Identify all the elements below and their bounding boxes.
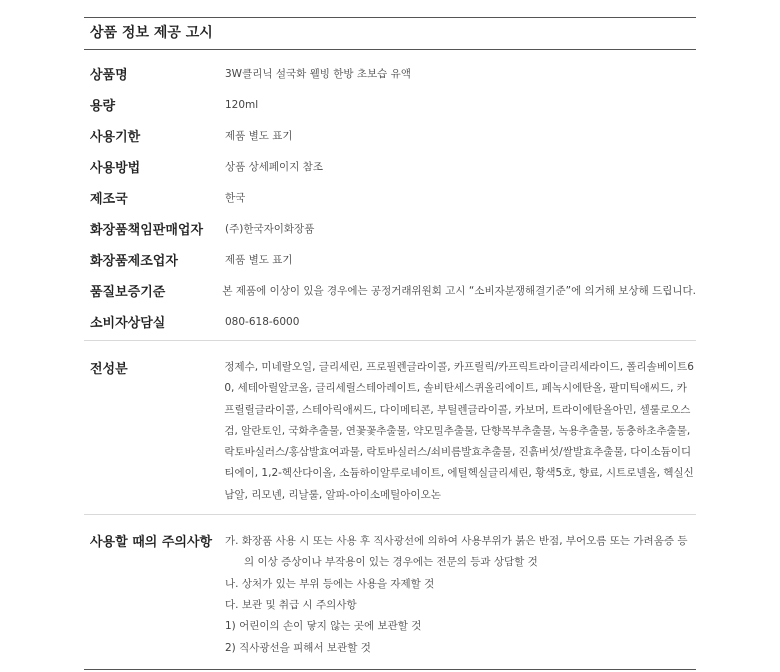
info-label: 용량 — [90, 99, 116, 114]
info-value: 080-618-6000 — [225, 315, 300, 328]
info-row-distributor — [84, 213, 696, 244]
info-row-quality-guarantee — [84, 275, 696, 306]
info-label: 제조국 — [90, 192, 128, 207]
info-row-usage — [84, 151, 696, 182]
caution-item: 다. 보관 및 취급 시 주의사항 — [225, 598, 357, 611]
info-row-origin — [84, 182, 696, 213]
info-row-customer-service — [84, 306, 696, 337]
notice-title: 상품 정보 제공 고시 — [90, 25, 213, 41]
ingredients-section — [84, 341, 696, 514]
caution-item: 1) 어린이의 손이 닿지 않는 곳에 보관할 것 — [225, 620, 422, 633]
info-row-manufacturer — [84, 244, 696, 275]
info-label: 화장품책임판매업자 — [90, 223, 204, 238]
info-row-product-name — [84, 58, 696, 89]
caution-item: 2) 직사광선을 피해서 보관할 것 — [225, 641, 371, 654]
info-value: 120ml — [225, 98, 259, 111]
info-label: 사용기한 — [90, 130, 141, 145]
info-value: 상품 상세페이지 참조 — [225, 161, 323, 173]
caution-item: 나. 상처가 있는 부위 등에는 사용을 자제할 것 — [225, 577, 435, 590]
info-value: 제품 별도 표기 — [225, 130, 293, 142]
info-value: 한국 — [225, 192, 246, 204]
info-value: 제품 별도 표기 — [225, 254, 293, 266]
info-label: 품질보증기준 — [90, 285, 166, 300]
info-value: 3W클리닉 설국화 웰빙 한방 초보습 유액 — [225, 68, 411, 80]
caution-item: 가. 화장품 사용 시 또는 사용 후 직사광선에 의하여 사용부위가 붉은 반점, 부어오름 또는 가려움증 등의 이상 증상이나 부작용이 있는 경우에는 전문의 등과 상담할 것 — [225, 535, 688, 569]
basic-info-section — [84, 50, 696, 340]
info-label: 상품명 — [90, 68, 128, 83]
bottom-divider — [84, 669, 696, 670]
info-label: 사용방법 — [90, 161, 141, 176]
caution-list — [225, 531, 696, 659]
ingredients-label: 전성분 — [90, 362, 128, 377]
info-label: 소비자상담실 — [90, 316, 166, 331]
info-label: 화장품제조업자 — [90, 254, 178, 269]
caution-section — [84, 515, 696, 669]
info-row-volume — [84, 89, 696, 120]
info-value: 본 제품에 이상이 있을 경우에는 공정거래위원회 고시 “소비자분쟁해결기준”에 의거해 보상해 드립니다. — [222, 285, 696, 297]
info-value: (주)한국자이화장품 — [225, 223, 315, 235]
product-notice-table — [84, 17, 696, 670]
ingredients-text: 정제수, 미네랄오일, 글리세린, 프로필렌글라이콜, 카프릴릭/카프릭트라이글리세라이드, 폴리솔베이트60, 세테아릴알코올, 글리세릴스테아레이트, 솔비탄세스퀴올리에이트, 페녹시에탄올, 팔미틱애씨드, 카프릴릴글라이콜, 스테아릭애씨드, 다이메티콘, 부틸렌글라이콜, 카보머, 트라이에탄올아민, 셀룰로오스검, 알란토인, 국화추출물, 연꽃꽃추출물, 약모밀추출물, 단향목부추출물, 녹용추출물, 동충하초추출물, 락토바실러스/홍삼발효여과물, 락토바실러스/쇠비름발효추출물, 진흙버섯/쌀발효추출물, 다이소듐이디티에이, 1,2-헥산다이올, 소듐하이알루로네이트, 에틸헥실글리세린, 황색5호, 향료, 시트로넬올, 헥실신남알, 리모넨, 리날룰, 알파-아이소메틸아이오논 — [224, 361, 694, 501]
info-row-expiry — [84, 120, 696, 151]
caution-label: 사용할 때의 주의사항 — [90, 535, 213, 551]
